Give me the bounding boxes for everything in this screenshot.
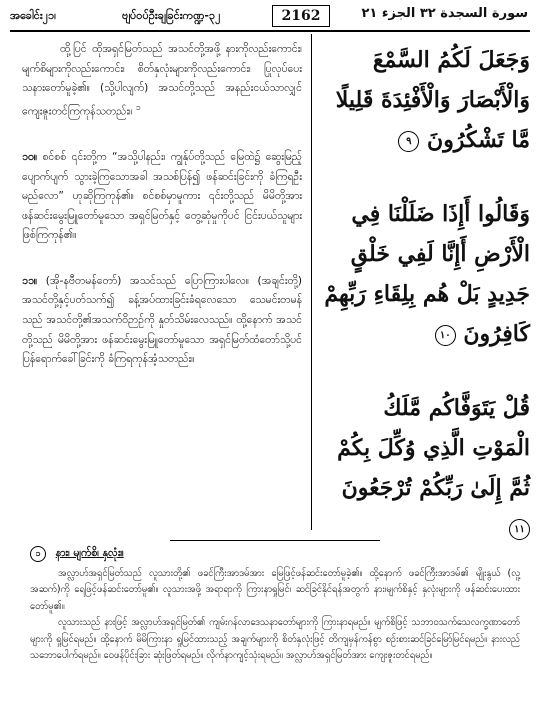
verse-number: ၁၀။ [22,150,38,163]
page-header [10,4,530,30]
ayah-10 [320,194,530,354]
ayah-11 [320,388,530,548]
translation-column [22,40,302,382]
ayah-end-marker: ١١ [509,519,530,540]
verse-11-text: (အို-နဗီတမန်တော်) အသင်သည် ပြောကြားပါလေ။ (အချင်းတို့) အသင်တို့နှင့်ပတ်သက်၍ ခန့်အပ်ထားခြင်းခံရလေသော သေမင်းတမန်သည် အသင်တို့၏အသက်ဝိဉာဉ်ကို နှုတ်သိမ်းလေသည်။ ထို့နောက် အသင်တို့သည် မိမိတို့အား ဖန်ဆင်းမွေးမြူတော်မူသော အရှင်မြတ်ထံတော်သို့ပင် ပြန်ရောက်ခေါ်ခြင်းကို ခံကြရကုန်အံ့သတည်း။ [22,274,302,366]
footnote-title [30,546,124,562]
ayah-11-text: قُلْ يَتَوَفَّاكُم مَّلَكُ الْمَوْتِ الَّذِي وُكِّلَ بِكُمْ ثُمَّ إِلَىٰ رَبِّكُمْ تُرْجَعُونَ [337,395,530,501]
footnote-number: ၁ [30,546,46,562]
translation-verse-9 [22,40,302,122]
header-surah-burmese: ဗျပ်ဝပ်ဦးချခြင်းကဏ္ဍ-၃၂ [122,9,221,22]
footnote-body [30,566,520,664]
ayah-9-text: وَجَعَلَ لَكُمُ السَّمْعَ وَالْأَبْصَارَ وَالْأَفْئِدَةَ قَلِيلًا مَّا تَشْكُرُونَ [335,47,530,153]
footnote-paragraph-1: အလ္လာဟ်အရှင်မြတ်သည် လူသားတို့၏ ဖခင်ကြီးအာဒမ်အား မြေဖြင့်ဖန်ဆင်းတော်မူခဲ့၏။ ထို့နောက် ဖခင်ကြီးအာဒမ်၏ မျိုးနွယ် (လူ့အဆက်)ကို ရေဖြင့်ဖန်ဆင်းတော်မူ၏။ လူသားအဖို့ အရာရာကို ကြားနာရှုမြင်၊ ဆင်ခြင်နိုင်ရန်အတွက် နား၊မျက်စိနှင့် နှလုံးများကို ဖန်ဆင်းပေးထားတော်မူ၏။ [30,568,520,612]
header-part-label: အခေါင်း၂၁၊ [10,9,56,22]
translation-verse-11 [22,272,302,370]
arabic-column [320,40,530,582]
page-number: 2162 [272,5,330,27]
column-divider [311,34,312,530]
header-surah-arabic: سورة السجدة ٣٢ الجزء ٢١ [361,6,528,21]
ayah-end-marker: ١٠ [435,325,456,346]
ayah-10-text: وَقَالُوا أَإِذَا ضَلَلْنَا فِي الْأَرْضِ أَإِنَّا لَفِي خَلْقٍ جَدِيدٍ بَلْ هُم بِلِقَاءِ رَبِّهِمْ كَافِرُونَ [324,201,530,347]
translation-verse-10 [22,148,302,246]
verse-10-text: စင်စစ် ၎င်းတို့က “အသို့ပါနည်း၊ ကျွန်ုပ်တို့သည် မြေထဲ၌ ဆွေးမြည့်ပျောက်ပျက် သွားခဲ့ကြသောအခါ အသစ်ပြန်၍ ဖန်ဆင်းခြင်းကို ခံကြရဦးမည်လော” ဟုဆိုကြကုန်၏။ စင်စစ်မှာမူကား ၎င်းတို့သည် မိမိတို့အား ဖန်ဆင်းမွေးမြူတော်မူသော အရှင်မြတ်နှင့် တွေ့ဆုံမှုကိုပင် ငြင်းပယ်သူများ ဖြစ်ကြကုန်၏။ [22,150,302,242]
ayah-end-marker: ٩ [398,131,419,152]
verse-9-text: ထို့ပြင် ထိုအရှင်မြတ်သည် အသင်တို့အဖို့ နားကိုလည်းကောင်း၊ မျက်စိများကိုလည်းကောင်း၊ စိတ်နှလုံးများကိုလည်းကောင်း၊ ပြုလုပ်ပေးသနားတော်မူခဲ့၏။ (သို့ပါလျက်) အသင်တို့သည် အနည်းငယ်သာလျှင် ကျေးဇူးတင်ကြကုန်သတည်း။ [22,43,302,118]
footnote-ref: ၁ [135,102,141,113]
verse-number: ၁၁။ [22,274,38,287]
header-divider [10,30,530,32]
footnote-divider [170,540,380,541]
footnote-paragraph-2: လူသားသည် နားဖြင့် အလ္လာဟ်အရှင်မြတ်၏ ကျမ်းဂန်လာဒေသနာတော်များကို ကြားနာရမည်။ မျက်စိဖြင့် သဘာဝသက်သေလက္ခဏာတော်များကို ရှုမြင်ရမည်။ ထို့နောက် မိမိကြားနာ ရှုမြင်ထားသည့် အချက်များကို စိတ်နှလုံးဖြင့် တိကျမှန်ကန်စွာ စဉ်းစားဆင်ခြင်မြော်မြင်ရမည်။ နားလည်သဘောပေါက်ရမည်။ ဝေဖန်ပိုင်းခြား ဆုံးဖြတ်ရမည်။ လိုက်နာကျင့်သုံးရမည်။ အလ္လာဟ်အရှင်မြတ်အား ကျေးဇူးတင်ရမည်။ [30,617,520,662]
footnote-heading: နား၊ မျက်စိ၊ နှလုံး။ [55,547,124,559]
ayah-9 [320,40,530,160]
